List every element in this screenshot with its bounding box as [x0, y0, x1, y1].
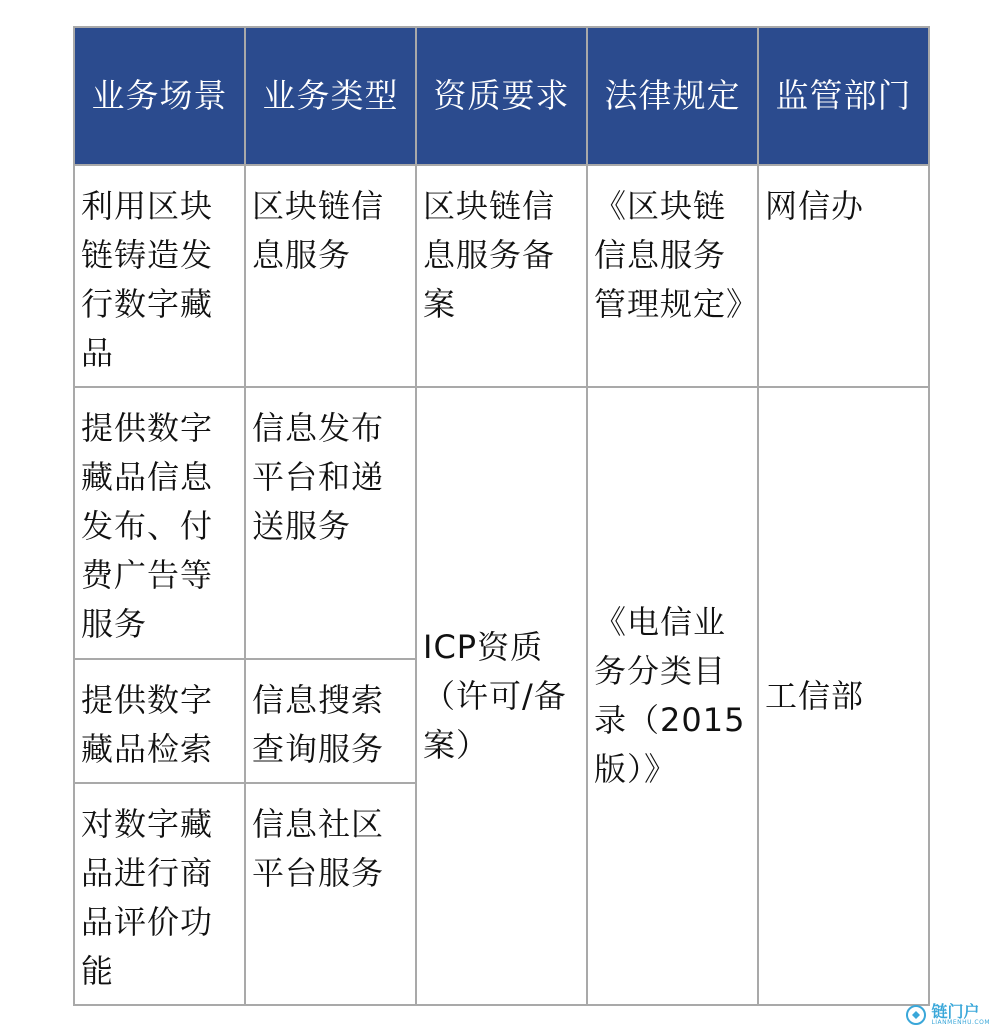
regulation-table	[73, 26, 930, 1006]
watermark-subtext: LIANMENHU.COM	[931, 1019, 990, 1026]
cell-scene: 利用区块链铸造发行数字藏品	[74, 165, 245, 387]
cell-scene: 对数字藏品进行商品评价功能	[74, 783, 245, 1005]
cell-qualification: 区块链信息服务备案	[416, 165, 587, 387]
cell-scene: 提供数字藏品检索	[74, 659, 245, 783]
header-business-scene: 业务场景	[74, 27, 245, 165]
cell-regulator: 网信办	[758, 165, 929, 387]
cell-type: 区块链信息服务	[245, 165, 416, 387]
header-qualification: 资质要求	[416, 27, 587, 165]
chain-logo-icon	[905, 1004, 927, 1026]
cell-scene: 提供数字藏品信息发布、付费广告等服务	[74, 387, 245, 659]
table-row	[74, 387, 929, 659]
watermark-logo	[905, 1004, 990, 1026]
cell-regulator: 工信部	[758, 387, 929, 1005]
cell-type: 信息搜索查询服务	[245, 659, 416, 783]
header-business-type: 业务类型	[245, 27, 416, 165]
table-row	[74, 165, 929, 387]
watermark-text: 链门户	[931, 1002, 980, 1021]
header-legal-provision: 法律规定	[587, 27, 758, 165]
header-regulator: 监管部门	[758, 27, 929, 165]
cell-law: 《区块链信息服务管理规定》	[587, 165, 758, 387]
table-header-row	[74, 27, 929, 165]
cell-law: 《电信业务分类目录（2015版）》	[587, 387, 758, 1005]
cell-type: 信息社区平台服务	[245, 783, 416, 1005]
cell-qualification: ICP资质（许可/备案）	[416, 387, 587, 1005]
cell-type: 信息发布平台和递送服务	[245, 387, 416, 659]
